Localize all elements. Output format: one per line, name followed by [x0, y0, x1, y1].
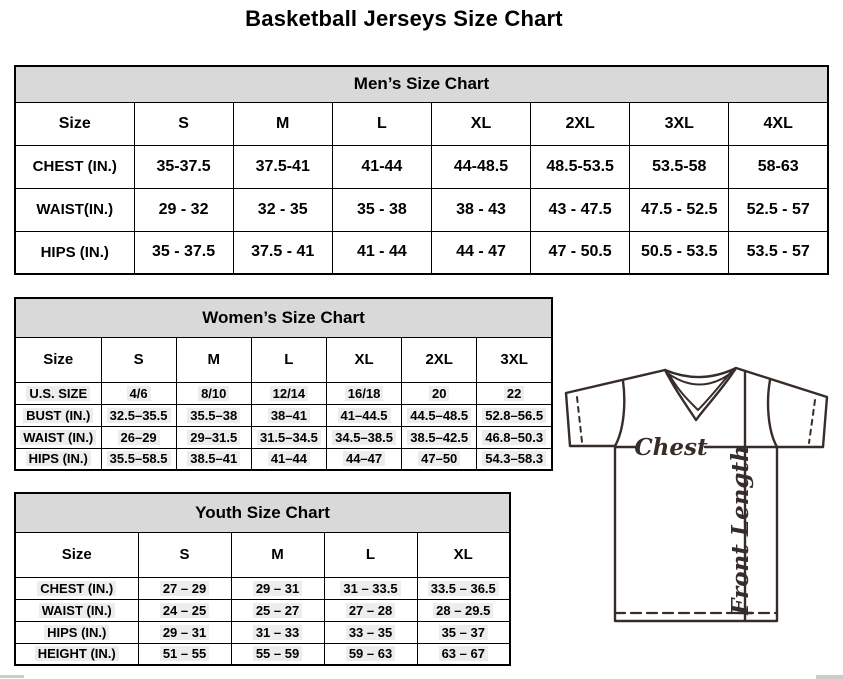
- size-row-header: Size: [15, 532, 138, 577]
- cell-value: 28 – 29.5: [433, 603, 493, 618]
- size-row-header: Size: [15, 102, 134, 145]
- size-column-header: XL: [431, 102, 530, 145]
- size-column-header: S: [101, 337, 176, 382]
- size-column-header: S: [138, 532, 231, 577]
- table-row: [15, 188, 828, 231]
- size-column-header: 3XL: [477, 337, 552, 382]
- cell-value: 44.5–48.5: [407, 408, 471, 423]
- size-row-header: Size: [15, 337, 101, 382]
- cell-value: 35.5–38: [187, 408, 240, 423]
- cell-value: 37.5 - 41: [251, 243, 315, 261]
- cell-value: 44–47: [343, 451, 385, 466]
- cell-value: 41–44: [268, 451, 310, 466]
- size-column-header: L: [251, 337, 326, 382]
- cell-value: 35 - 37.5: [151, 243, 216, 261]
- cell-value: 53.5-58: [652, 157, 707, 175]
- row-label: U.S. SIZE: [26, 386, 90, 401]
- size-column-header: M: [176, 337, 251, 382]
- size-column-header: S: [134, 102, 233, 145]
- jersey-diagram: [558, 358, 840, 674]
- cell-value: 35 – 37: [439, 625, 488, 640]
- cell-value: 26–29: [118, 430, 160, 445]
- table-row: [15, 577, 510, 599]
- cell-value: 41 - 44: [356, 243, 407, 261]
- row-label: HIPS (IN.): [44, 625, 109, 640]
- cell-value: 33.5 – 36.5: [428, 581, 499, 596]
- cell-value: 24 – 25: [160, 603, 209, 618]
- table-row: [15, 382, 552, 404]
- cell-value: 38 - 43: [456, 200, 506, 218]
- row-label: WAIST (IN.): [39, 603, 115, 618]
- table-row: [15, 448, 552, 470]
- cell-value: 29 - 32: [158, 200, 209, 218]
- cell-value: 27 – 28: [346, 603, 395, 618]
- cell-value: 8/10: [198, 386, 229, 401]
- cell-value: 63 – 67: [439, 646, 488, 661]
- scrollbar-fragment-right: [816, 675, 843, 679]
- table-row: [15, 231, 828, 274]
- cell-value: 38.5–41: [187, 451, 240, 466]
- size-column-header: 2XL: [402, 337, 477, 382]
- cell-value: 12/14: [270, 386, 309, 401]
- cell-value: 51 – 55: [160, 646, 209, 661]
- size-column-header: M: [233, 102, 332, 145]
- row-label: HIPS (IN.): [26, 451, 91, 466]
- cell-value: 41–44.5: [338, 408, 391, 423]
- cell-value: 47–50: [418, 451, 460, 466]
- row-label: HIPS (IN.): [40, 243, 109, 261]
- cell-value: 50.5 - 53.5: [641, 243, 718, 261]
- size-column-header: L: [324, 532, 417, 577]
- table-title: Women’s Size Chart: [15, 298, 552, 337]
- table-row: [15, 643, 510, 665]
- table-title: Youth Size Chart: [15, 493, 510, 532]
- cell-value: 44-48.5: [453, 157, 509, 175]
- scrollbar-fragment-left: [0, 675, 24, 678]
- table-row: [15, 404, 552, 426]
- page-title: Basketball Jerseys Size Chart: [245, 6, 563, 31]
- cell-value: 59 – 63: [346, 646, 395, 661]
- cell-value: 48.5-53.5: [546, 157, 614, 175]
- row-label: CHEST (IN.): [37, 581, 116, 596]
- jersey-outline: [566, 368, 827, 621]
- row-label: HEIGHT (IN.): [35, 646, 119, 661]
- cell-value: 16/18: [345, 386, 384, 401]
- cell-value: 27 – 29: [160, 581, 209, 596]
- cell-value: 32.5–35.5: [107, 408, 171, 423]
- youth-size-table: [14, 492, 511, 666]
- mens-size-table: [14, 65, 829, 275]
- row-label: WAIST(IN.): [36, 201, 114, 218]
- cell-value: 53.5 - 57: [746, 243, 810, 261]
- row-label: BUST (IN.): [23, 408, 93, 423]
- cell-value: 46.8–50.3: [482, 430, 546, 445]
- cell-value: 41-44: [361, 157, 403, 175]
- cell-value: 4/6: [127, 386, 151, 401]
- row-label: CHEST (IN.): [32, 158, 117, 175]
- table-row: [15, 599, 510, 621]
- chest-label: Chest: [634, 434, 708, 461]
- cell-value: 35-37.5: [156, 157, 211, 175]
- cell-value: 52.8–56.5: [482, 408, 546, 423]
- cell-value: 37.5-41: [255, 157, 310, 175]
- cell-value: 29–31.5: [187, 430, 240, 445]
- cell-value: 31 – 33.5: [340, 581, 400, 596]
- cell-value: 38.5–42.5: [407, 430, 471, 445]
- cell-value: 29 – 31: [253, 581, 302, 596]
- cell-value: 29 – 31: [160, 625, 209, 640]
- cell-value: 38–41: [268, 408, 310, 423]
- cell-value: 35.5–58.5: [107, 451, 171, 466]
- cell-value: 47.5 - 52.5: [641, 200, 718, 218]
- cell-value: 34.5–38.5: [332, 430, 396, 445]
- cell-value: 52.5 - 57: [746, 200, 810, 218]
- row-label: WAIST (IN.): [20, 430, 96, 445]
- size-column-header: 4XL: [729, 102, 828, 145]
- cell-value: 31 – 33: [253, 625, 302, 640]
- womens-size-table: [14, 297, 553, 471]
- cell-value: 35 - 38: [356, 200, 407, 218]
- cell-value: 44 - 47: [456, 243, 506, 261]
- cell-value: 20: [429, 386, 449, 401]
- table-row: [15, 426, 552, 448]
- table-row: [15, 145, 828, 188]
- cell-value: 22: [504, 386, 524, 401]
- size-column-header: L: [332, 102, 431, 145]
- cell-value: 33 – 35: [346, 625, 395, 640]
- size-column-header: XL: [417, 532, 510, 577]
- cell-value: 54.3–58.3: [482, 451, 546, 466]
- cell-value: 32 - 35: [257, 200, 308, 218]
- size-column-header: XL: [326, 337, 401, 382]
- front-length-label: Front Length: [727, 445, 754, 615]
- table-title: Men’s Size Chart: [15, 66, 828, 102]
- size-column-header: 2XL: [531, 102, 630, 145]
- cell-value: 47 - 50.5: [548, 243, 612, 261]
- cell-value: 31.5–34.5: [257, 430, 321, 445]
- cell-value: 43 - 47.5: [548, 200, 612, 218]
- table-row: [15, 621, 510, 643]
- cell-value: 58-63: [757, 157, 799, 175]
- cell-value: 55 – 59: [253, 646, 302, 661]
- size-column-header: M: [231, 532, 324, 577]
- cell-value: 25 – 27: [253, 603, 302, 618]
- size-column-header: 3XL: [630, 102, 729, 145]
